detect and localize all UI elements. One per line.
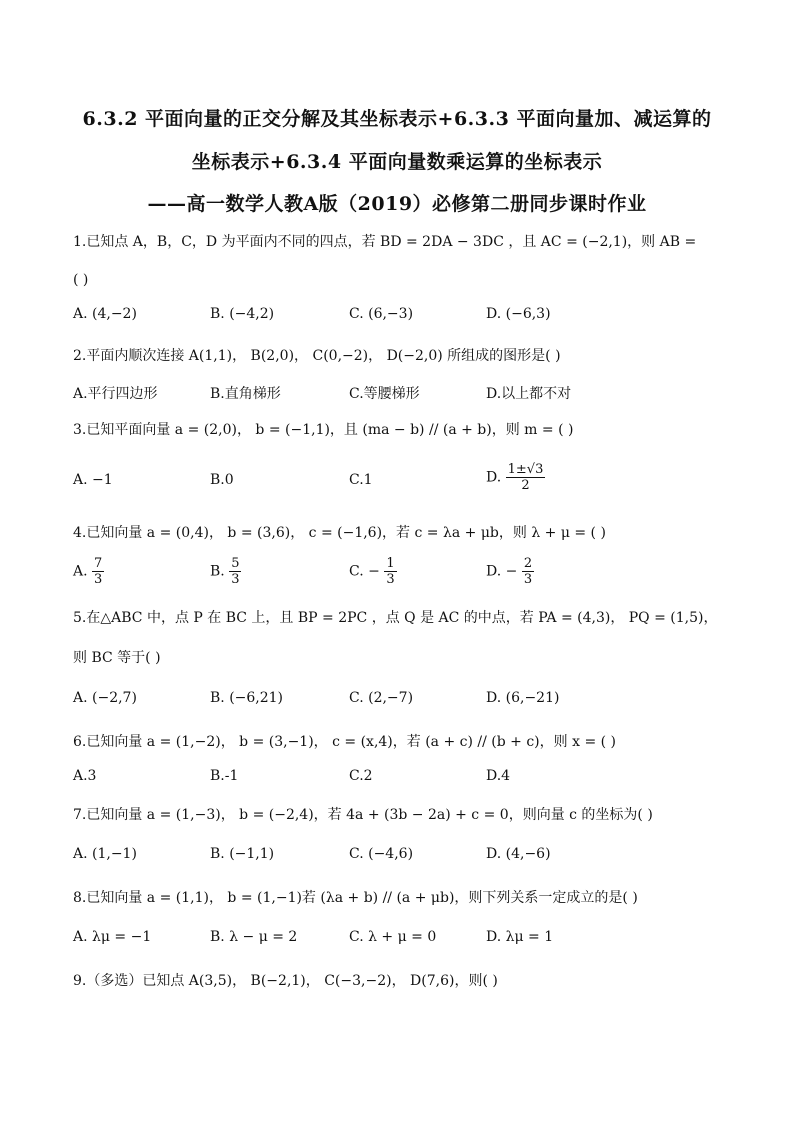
option-b: B.0 [210, 472, 234, 488]
question-4-options [73, 556, 733, 594]
question-9-text: 9.（多选）已知点 A(3,5)， B(−2,1)， C(−3,−2)， D(7,6)，则( ) [73, 973, 498, 989]
fraction-numerator: 1 [386, 556, 395, 571]
option-d: D. (−6,3) [486, 306, 551, 322]
option-a: A. λμ = −1 [73, 929, 152, 945]
question-3-text: 3.已知平面向量 a = (2,0)， b = (−1,1)，且 (ma − b) // (a + b)，则 m = ( ) [73, 422, 574, 438]
option-d-fraction [506, 462, 546, 493]
option-fraction [229, 556, 241, 587]
option-b: B. (−6,21) [210, 690, 284, 706]
title-line-2: 坐标表示+6.3.4 平面向量数乘运算的坐标表示 [191, 151, 603, 173]
option-fraction [92, 556, 104, 587]
question-2-text: 2.平面内顺次连接 A(1,1)， B(2,0)， C(0,−2)， D(−2,0) 所组成的图形是( ) [73, 348, 561, 364]
option-prefix: B. [210, 563, 225, 580]
option-prefix: D. [486, 563, 502, 580]
question-2-options [73, 383, 733, 405]
fraction-denominator: 3 [386, 572, 395, 587]
fraction-denominator: 3 [523, 572, 533, 587]
option-d [486, 462, 545, 493]
option-a: A. −1 [73, 472, 113, 488]
option-b: B. (−4,2) [210, 306, 275, 322]
option-sign: − [505, 563, 518, 580]
option-c: C. (6,−3) [349, 306, 414, 322]
question-7-text: 7.已知向量 a = (1,−3)， b = (−2,4)，若 4a + (3b − 2a) + c = 0，则向量 c 的坐标为( ) [73, 807, 653, 823]
fraction-numerator: 7 [94, 556, 103, 571]
option-a: A.平行四边形 [73, 386, 158, 402]
option-b: B. (−1,1) [210, 846, 275, 862]
question-6-text: 6.已知向量 a = (1,−2)， b = (3,−1)， c = (x,4)，若 (a + c) // (b + c)，则 x = ( ) [73, 734, 616, 750]
option-fraction [522, 556, 534, 587]
option-d [486, 556, 534, 587]
fraction-numerator: 2 [523, 556, 533, 571]
fraction-numerator: 1±√3 [507, 462, 544, 477]
option-d: D. (4,−6) [486, 846, 551, 862]
question-5-text-cont: 则 BC 等于( ) [73, 650, 161, 666]
option-c [349, 556, 397, 587]
option-c: C. (2,−7) [349, 690, 414, 706]
option-prefix: C. [349, 563, 364, 580]
option-b: B.-1 [210, 768, 239, 784]
option-c: C.2 [349, 768, 373, 784]
option-b [210, 556, 241, 587]
option-a: A. (1,−1) [73, 846, 137, 862]
option-a [73, 556, 104, 587]
option-d: D.4 [486, 768, 511, 784]
fraction-denominator: 3 [94, 572, 103, 587]
option-c: C.等腰梯形 [349, 386, 420, 402]
option-a: A. (4,−2) [73, 306, 137, 322]
question-1-text-cont: ( ) [73, 272, 89, 288]
question-7-options [73, 846, 733, 868]
option-a: A. (−2,7) [73, 690, 137, 706]
option-c: C.1 [349, 472, 373, 488]
question-6-options [73, 768, 733, 790]
fraction-numerator: 5 [231, 556, 240, 571]
option-b: B. λ − μ = 2 [210, 929, 298, 945]
question-5-text: 5.在△ABC 中，点 P 在 BC 上，且 BP = 2PC ，点 Q 是 AC 的中点，若 PA = (4,3)， PQ = (1,5)， [73, 610, 718, 626]
option-d: D. (6,−21) [486, 690, 560, 706]
option-a: A.3 [73, 768, 97, 784]
question-4-text: 4.已知向量 a = (0,4)， b = (3,6)， c = (−1,6)，若 c = λa + μb，则 λ + μ = ( ) [73, 525, 606, 541]
option-b: B.直角梯形 [210, 386, 281, 402]
option-fraction [384, 556, 396, 587]
fraction-denominator: 2 [521, 478, 530, 493]
question-1-options [73, 306, 733, 328]
option-c: C. (−4,6) [349, 846, 414, 862]
option-prefix: A. [73, 563, 88, 580]
question-8-text: 8.已知向量 a = (1,1)， b = (1,−1)若 (λa + b) // (a + μb)，则下列关系一定成立的是( ) [73, 890, 638, 906]
question-8-options [73, 929, 733, 951]
title-line-3: ——高一数学人教A版（2019）必修第二册同步课时作业 [147, 193, 647, 215]
option-d-prefix: D. [486, 469, 502, 486]
option-c: C. λ + μ = 0 [349, 929, 437, 945]
option-sign: − [368, 563, 380, 580]
title-line-1: 6.3.2 平面向量的正交分解及其坐标表示+6.3.3 平面向量加、减运算的 [82, 108, 712, 130]
option-d: D. λμ = 1 [486, 929, 554, 945]
question-1-text: 1.已知点 A，B，C，D 为平面内不同的四点，若 BD = 2DA − 3DC ，且 AC = (−2,1)，则 AB = [73, 234, 697, 250]
question-5-options [73, 690, 733, 712]
option-d: D.以上都不对 [486, 386, 572, 402]
fraction-denominator: 3 [231, 572, 240, 587]
